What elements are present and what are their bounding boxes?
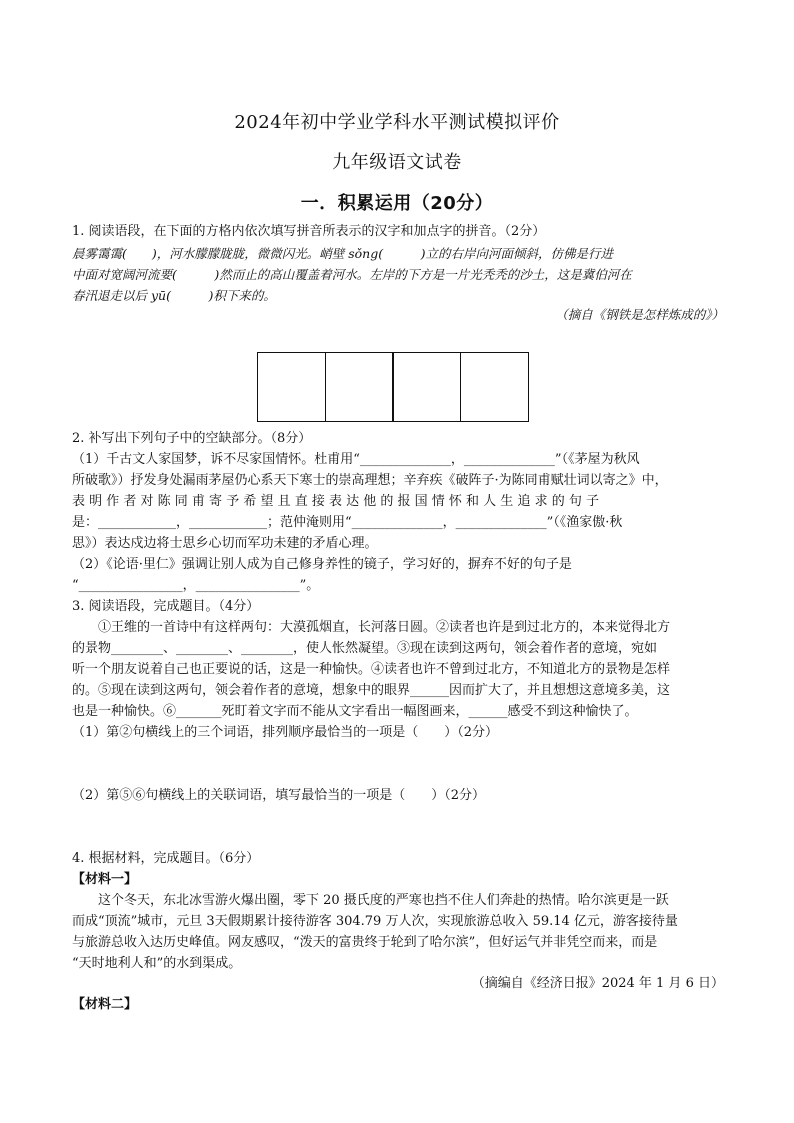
answer-box[interactable] [460, 352, 529, 422]
q2-line: （1）千古文人家国梦，诉不尽家国情怀。杜甫用“______________，______________”（《茅屋为秋风 [72, 452, 640, 467]
q1-passage-line: 中面对宽阔河流要( )然而止的高山覆盖着河水。左岸的下方是一片光秃秃的沙土，这是冀伯河在 [72, 267, 632, 282]
q1-passage-line: 晨雾霭霭( )，河水朦朦胧胧，微微闪光。峭壁 sǒng( )立的右岸向河面倾斜，仿佛是行进 [72, 246, 613, 261]
q2-line: （2）《论语·里仁》强调让别人成为自己修身养性的镜子，学习好的，摒弃不好的句子是 [72, 557, 572, 572]
material-two-heading: 【材料二】 [72, 997, 138, 1012]
q2-line: “________________，________________”。 [72, 578, 320, 593]
q3-passage-line: 的景物________、________、________，使人怅然凝望。③现在读到这两句，领会着作者的意境，宛如 [72, 641, 658, 656]
material-one-line: “天时地利人和”的水到渠成。 [72, 956, 242, 971]
q1-stem: 1. 阅读语段，在下面的方格内依次填写拼音所表示的汉字和加点字的拼音。（2分） [72, 224, 546, 239]
answer-box[interactable] [257, 352, 326, 422]
material-one-line: 而成“顶流”城市，元旦 3天假期累计接待游客 304.79 万人次，实现旅游总收入 59.14 亿元，游客接待量 [72, 914, 678, 929]
answer-box[interactable] [325, 352, 394, 422]
q3-passage-line: 的。⑤现在读到这两句，领会着作者的意境，想象中的眼界______因而扩大了，并且想想这意境多美，这 [72, 683, 671, 698]
exam-subtitle: 九年级语文试卷 [332, 152, 462, 173]
q3-sub2: （2）第⑤⑥句横线上的关联词语，填写最恰当的一项是（ ）（2分） [72, 788, 486, 803]
material-one-heading: 【材料一】 [72, 872, 138, 887]
material-one-source: （摘编自《经济日报》2024 年 1 月 6 日） [471, 976, 724, 991]
q1-passage-line: 春汛退走以后 yū( )积下来的。 [72, 288, 276, 303]
q2-line: 表 明 作 者 对 陈 同 甫 寄 予 希 望 且 直 接 表 达 他 的 报 国 情 怀 和 人 生 追 求 的 句 子 [72, 494, 599, 509]
q2-line: 所破歌》）抒发身处漏雨茅屋仍心系天下寒士的崇高理想；辛弃疾《破阵子·为陈同甫赋壮词以寄之》中， [72, 473, 668, 488]
q2-line: 是：____________，____________；范仲淹则用“______________，______________”（《渔家傲·秋 [72, 515, 623, 530]
q3-passage-line: 听一个朋友说着自己也正要说的话，这是一种愉快。④读者也许不曾到过北方，不知道北方的景物是怎样 [72, 662, 671, 677]
q2-stem: 2. 补写出下列句子中的空缺部分。（8分） [72, 431, 312, 446]
section-heading: 一．积累运用（20分） [300, 193, 494, 214]
exam-title: 2024年初中学业学科水平测试模拟评价 [234, 112, 560, 133]
answer-grid [258, 352, 529, 422]
q1-source: （摘自《钢铁是怎样炼成的》） [555, 307, 724, 322]
answer-box[interactable] [392, 352, 461, 422]
q3-sub1: （1）第②句横线上的三个词语，排列顺序最恰当的一项是（ ）（2分） [72, 725, 499, 740]
q2-line: 思》）表达戍边将士思乡心切而军功未建的矛盾心理。 [72, 536, 378, 551]
q4-stem: 4. 根据材料，完成题目。（6分） [72, 851, 260, 866]
material-one-line: 与旅游总收入达历史峰值。网友感叹，“泼天的富贵终于轮到了哈尔滨”，但好运气并非凭空而来，而是 [72, 935, 658, 950]
q3-passage-line: ①王维的一首诗中有这样两句：大漠孤烟直，长河落日圆。②读者也许是到过北方的，本来觉得北方 [72, 620, 671, 635]
q3-passage-line: 也是一种愉快。⑥_______死盯着文字而不能从文字看出一幅图画来，______感受不到这种愉快了。 [72, 704, 638, 719]
material-one-line: 这个冬天，东北冰雪游火爆出圈，零下 20 摄氏度的严寒也挡不住人们奔赴的热情。哈尔滨更是一跃 [72, 893, 669, 908]
q3-stem: 3. 阅读语段，完成题目。（4分） [72, 599, 260, 614]
